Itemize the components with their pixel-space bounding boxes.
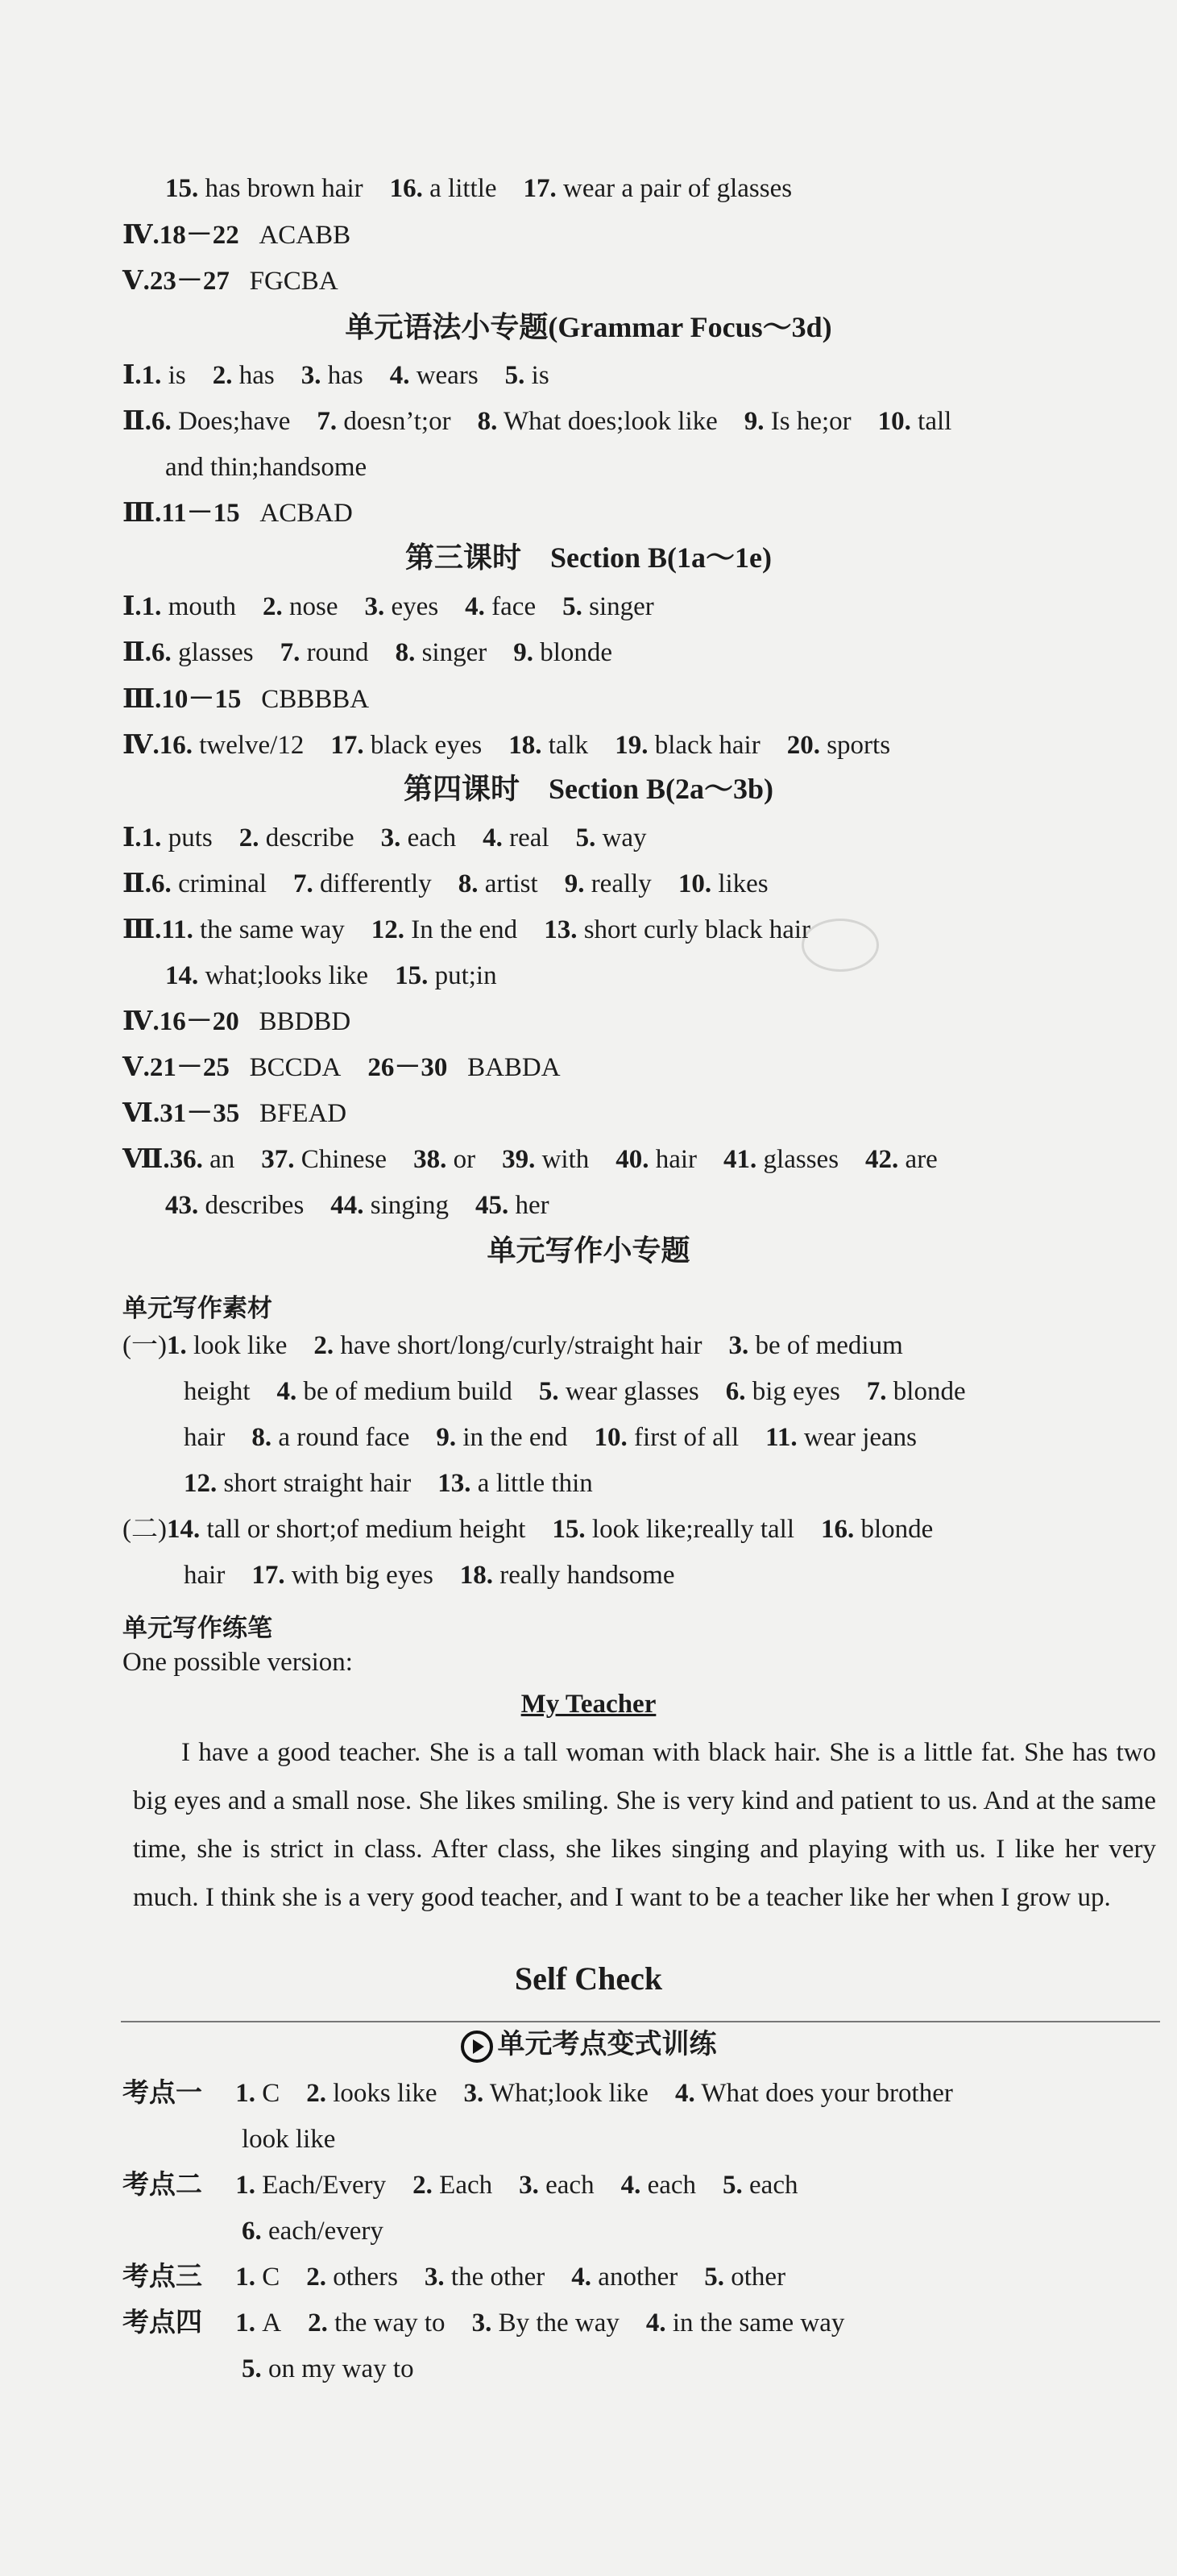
answer-line: Ⅴ.23－27 FGCBA [122,267,338,296]
answer-line: Ⅴ.21－25 BCCDA 26－30 BABDA [122,1053,561,1082]
version-label: One possible version: [122,1648,353,1677]
answer-line: Ⅱ.6. criminal 7. differently 8. artist 9. really 10. likes [122,869,769,898]
answer-line: Ⅳ.16－20 BBDBD [122,1007,351,1036]
answer-line: Ⅱ.6. Does;have 7. doesn’t;or 8. What does;look like 9. Is he;or 10. tall [122,407,952,436]
answer-line: (二)14. tall or short;of medium height 15. look like;really tall 16. blonde [122,1515,934,1544]
section-heading: Self Check [514,1960,663,1997]
answer-line: Ⅲ.10－15 CBBBBA [122,685,370,714]
answer-line: Ⅰ.1. mouth 2. nose 3. eyes 4. face 5. singer [122,592,654,621]
answer-line: and thin;handsome [165,453,367,482]
answer-line: 12. short straight hair 13. a little thin [184,1469,593,1498]
answer-line: look like [242,2125,336,2154]
section-heading: 第四课时 Section B(2a～3b) [403,773,773,805]
watermark-stamp [802,919,879,972]
answer-line: Ⅲ.11－15 ACBAD [122,499,353,528]
answer-line: 5. on my way to [242,2354,414,2383]
answer-line: hair 17. with big eyes 18. really handsome [184,1561,675,1590]
answer-line: Ⅲ.11. the same way 12. In the end 13. short curly black hair [122,915,811,944]
banner-heading: 单元考点变式训练 [0,2027,1177,2063]
answer-line: Ⅰ.1. is 2. has 3. has 4. wears 5. is [122,361,549,390]
arrow-circle-icon [461,2031,493,2063]
divider [121,2021,1160,2022]
answer-line: Ⅳ.18－22 ACABB [122,221,351,250]
sub-heading: 单元写作素材 [122,1294,272,1322]
answer-line: Ⅰ.1. puts 2. describe 3. each 4. real 5. way [122,823,647,852]
essay-body: I have a good teacher. She is a tall woman with black hair. She is a little fat. She has two big eyes and a small nose. She likes smiling. She is very kind and patient to us. And at the same time, she is strict in class. After class, she likes singing and playing with us. I like her very much. I think she is a very good teacher, and I want to be a teacher like her when I grow up. [133,1738,1156,1912]
answer-line: (一)1. look like 2. have short/long/curly/straight hair 3. be of medium [122,1331,903,1360]
sub-heading: 单元写作练笔 [122,1614,272,1642]
section-heading: 单元语法小专题(Grammar Focus～3d) [345,311,832,343]
answer-line: 43. describes 44. singing 45. her [165,1191,549,1220]
answer-line: Ⅵ.31－35 BFEAD [122,1099,347,1128]
answer-line: 考点二 1. Each/Every 2. Each 3. each 4. each 5. each [122,2171,798,2200]
answer-line: 15. has brown hair 16. a little 17. wear a pair of glasses [165,174,793,203]
answer-line: 考点三 1. C 2. others 3. the other 4. another 5. other [122,2263,786,2292]
answer-line: Ⅳ.16. twelve/12 17. black eyes 18. talk 19. black hair 20. sports [122,731,891,760]
answer-line: 14. what;looks like 15. put;in [165,961,497,990]
answer-line: Ⅱ.6. glasses 7. round 8. singer 9. blonde [122,638,613,667]
answer-line: 6. each/every [242,2217,383,2246]
answer-line: height 4. be of medium build 5. wear glasses 6. big eyes 7. blonde [184,1377,966,1406]
answer-line: 考点四 1. A 2. the way to 3. By the way 4. in the same way [122,2308,845,2337]
section-heading: 第三课时 Section B(1a～1e) [405,541,772,574]
section-heading: 单元写作小专题 [487,1234,690,1267]
answer-line: 考点一 1. C 2. looks like 3. What;look like 4. What does your brother [122,2079,953,2108]
answer-line: hair 8. a round face 9. in the end 10. first of all 11. wear jeans [184,1423,918,1452]
answer-line: Ⅶ.36. an 37. Chinese 38. or 39. with 40. hair 41. glasses 42. are [122,1145,938,1174]
essay-title: My Teacher [520,1690,657,1719]
